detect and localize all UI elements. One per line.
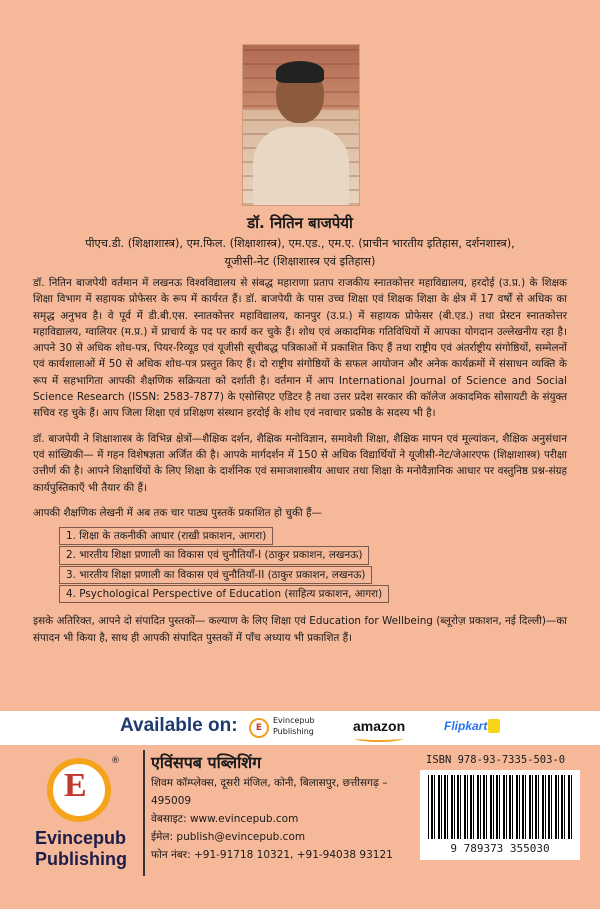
publisher-address: शिवम कॉम्प्लेक्स, दूसरी मंजिल, कोनी, बिलासपुर, छत्तीसगढ़ – 495009 [151, 777, 388, 807]
barcode-digits: 9 789373 355030 [450, 842, 550, 855]
amazon-logo[interactable]: amazon [353, 718, 406, 734]
logo-letter: E [64, 767, 87, 804]
available-on-label: Available on: [120, 715, 238, 736]
author-qualifications [20, 235, 580, 271]
flipkart-logo[interactable]: Flipkart [444, 719, 488, 733]
qualifications-line-2: यूजीसी-नेट (शिक्षाशास्त्र एवं इतिहास) [224, 255, 376, 268]
flipkart-bag-icon [488, 719, 500, 733]
bio-paragraph-4: इसके अतिरिक्त, आपने दो संपादित पुस्तकों— कल्याण के लिए शिक्षा एवं Education for Wellbeing (ब्लूरोज़ प्रकाशन, नई दिल्ली)—का संपादन भी किया है, साथ ही आपकी संपादित पुस्तकों में पाँच अध्याय भी प्रकाशित हैं। [33, 615, 567, 644]
bio-paragraph-3: आपकी शैक्षणिक लेखनी में अब तक चार पाठ्य पुस्तकें प्रकाशित हो चुकी हैं— [33, 506, 322, 519]
publisher-email[interactable]: ईमेल: publish@evincepub.com [151, 831, 306, 843]
author-name: डॉ. नितिन बाजपेयी [247, 214, 353, 232]
evincepub-store-logo[interactable]: E Evincepub Publishing [249, 715, 349, 741]
isbn-label: ISBN 978-93-7335-503-0 [426, 754, 566, 766]
book-item: 3. भारतीय शिक्षा प्रणाली का विकास एवं चुनौतियाँ-II (ठाकुर प्रकाशन, लखनऊ) [59, 566, 372, 584]
evincepub-icon: E [249, 718, 269, 738]
availability-bar [0, 711, 600, 745]
bio-paragraph-2: डॉ. बाजपेयी ने शिक्षाशास्त्र के विभिन्न क्षेत्रों—शैक्षिक दर्शन, शैक्षिक मनोविज्ञान, समावेशी शिक्षा, शैक्षिक मापन एवं मूल्यांकन, शैक्षिक अनुसंधान एवं सांख्यिकी— में गहन विशेषज्ञता अर्जित की है। आपके मार्गदर्शन में 150 से अधिक विद्यार्थियों ने यूजीसी-नेट/जेआरएफ (शिक्षाशास्त्र) परीक्षा उत्तीर्ण की है। आपने शिक्षार्थियों के लिए शिक्षा के दार्शनिक एवं समाजशास्त्रीय आधार तथा शिक्षा के मनोवैज्ञानिक आधार पर वस्तुनिष्ठ प्रश्न-संग्रह कार्यपुस्तिकाएँ भी तैयार की हैं। [33, 432, 567, 494]
publisher-phone: फोन नंबर: +91-91718 10321, +91-94038 93121 [151, 849, 393, 861]
book-list [33, 527, 567, 603]
registered-mark: ® [111, 756, 120, 766]
publisher-info [151, 752, 411, 864]
bio-paragraph-1: डॉ. नितिन बाजपेयी वर्तमान में लखनऊ विश्वविद्यालय से संबद्ध महाराणा प्रताप राजकीय स्नातकोत्तर महाविद्यालय, हरदोई (उ.प्र.) के शिक्षक शिक्षा विभाग में सहायक प्रोफेसर के रूप में कार्यरत हैं। डॉ. बाजपेयी के पास उच्च शिक्षा एवं शिक्षक शिक्षा के क्षेत्र में 17 वर्षों से अधिक का समृद्ध अनुभव है। वे पूर्व में डी.बी.एस. स्नातकोत्तर महाविद्यालय, कानपुर (उ.प्र.) में सहायक प्रोफेसर (बी.एड.) तथा प्रेस्टन स्नातकोत्तर महाविद्यालय, ग्वालियर (म.प्र.) में प्राचार्य के पद पर कार्य कर चुके हैं। शोध एवं अकादमिक गतिविधियों में आपका योगदान उल्लेखनीय रहा है। आपने 30 से अधिक शोध-पत्र, पियर-रिव्यूड एवं यूजीसी सूचीबद्ध पत्रिकाओं में प्रकाशित किए हैं तथा राष्ट्रीय एवं अंतर्राष्ट्रीय संगोष्ठियों, सम्मेलनों एवं कार्यशालाओं में 50 से अधिक शोध-पत्र प्रस्तुत किए हैं। दो राष्ट्रीय संगोष्ठियों के सफल आयोजन और अनेक कार्यक्रमों में संसाधन व्यक्ति के रूप में सहभागिता आपकी शैक्षणिक सक्रियता को दर्शाती है। वर्तमान में आप International Journal of Science and Social Science Research (ISSN: 2583-7877) के एसोसिएट एडिटर है तथा उत्तर प्रदेश सरकार की कॉलेज अकादमिक सोसायटी के संयुक्त सचिव रह चुके हैं। आप जिला शिक्षा एवं प्रशिक्षण संस्थान हरदोई के शोध एवं नवाचार प्रकोष्ठ के सदस्य भी है। [33, 277, 567, 420]
book-item: 4. Psychological Perspective of Education (साहित्य प्रकाशन, आगरा) [59, 585, 389, 603]
logo-word-1: Evincepub [35, 828, 127, 848]
barcode-bars [428, 775, 572, 839]
barcode [420, 770, 580, 860]
publisher-name: एविंसपब पब्लिशिंग [151, 753, 262, 772]
book-item: 1. शिक्षा के तकनीकी आधार (राखी प्रकाशन, आगरा) [59, 527, 273, 545]
author-photo [242, 44, 360, 206]
author-bio [33, 275, 567, 655]
qualifications-line-1: पीएच.डी. (शिक्षाशास्त्र), एम.फिल. (शिक्षाशास्त्र), एम.एड., एम.ए. (प्राचीन भारतीय इतिहास, दर्शनशास्त्र), [85, 237, 515, 250]
logo-word-2: Publishing [35, 849, 127, 869]
book-item: 2. भारतीय शिक्षा प्रणाली का विकास एवं चुनौतियाँ-I (ठाकुर प्रकाशन, लखनऊ) [59, 546, 369, 564]
amazon-smile-icon [355, 735, 403, 742]
publisher-website[interactable]: वेबसाइट: www.evincepub.com [151, 813, 299, 825]
publisher-logo [35, 758, 135, 878]
divider [143, 750, 145, 876]
